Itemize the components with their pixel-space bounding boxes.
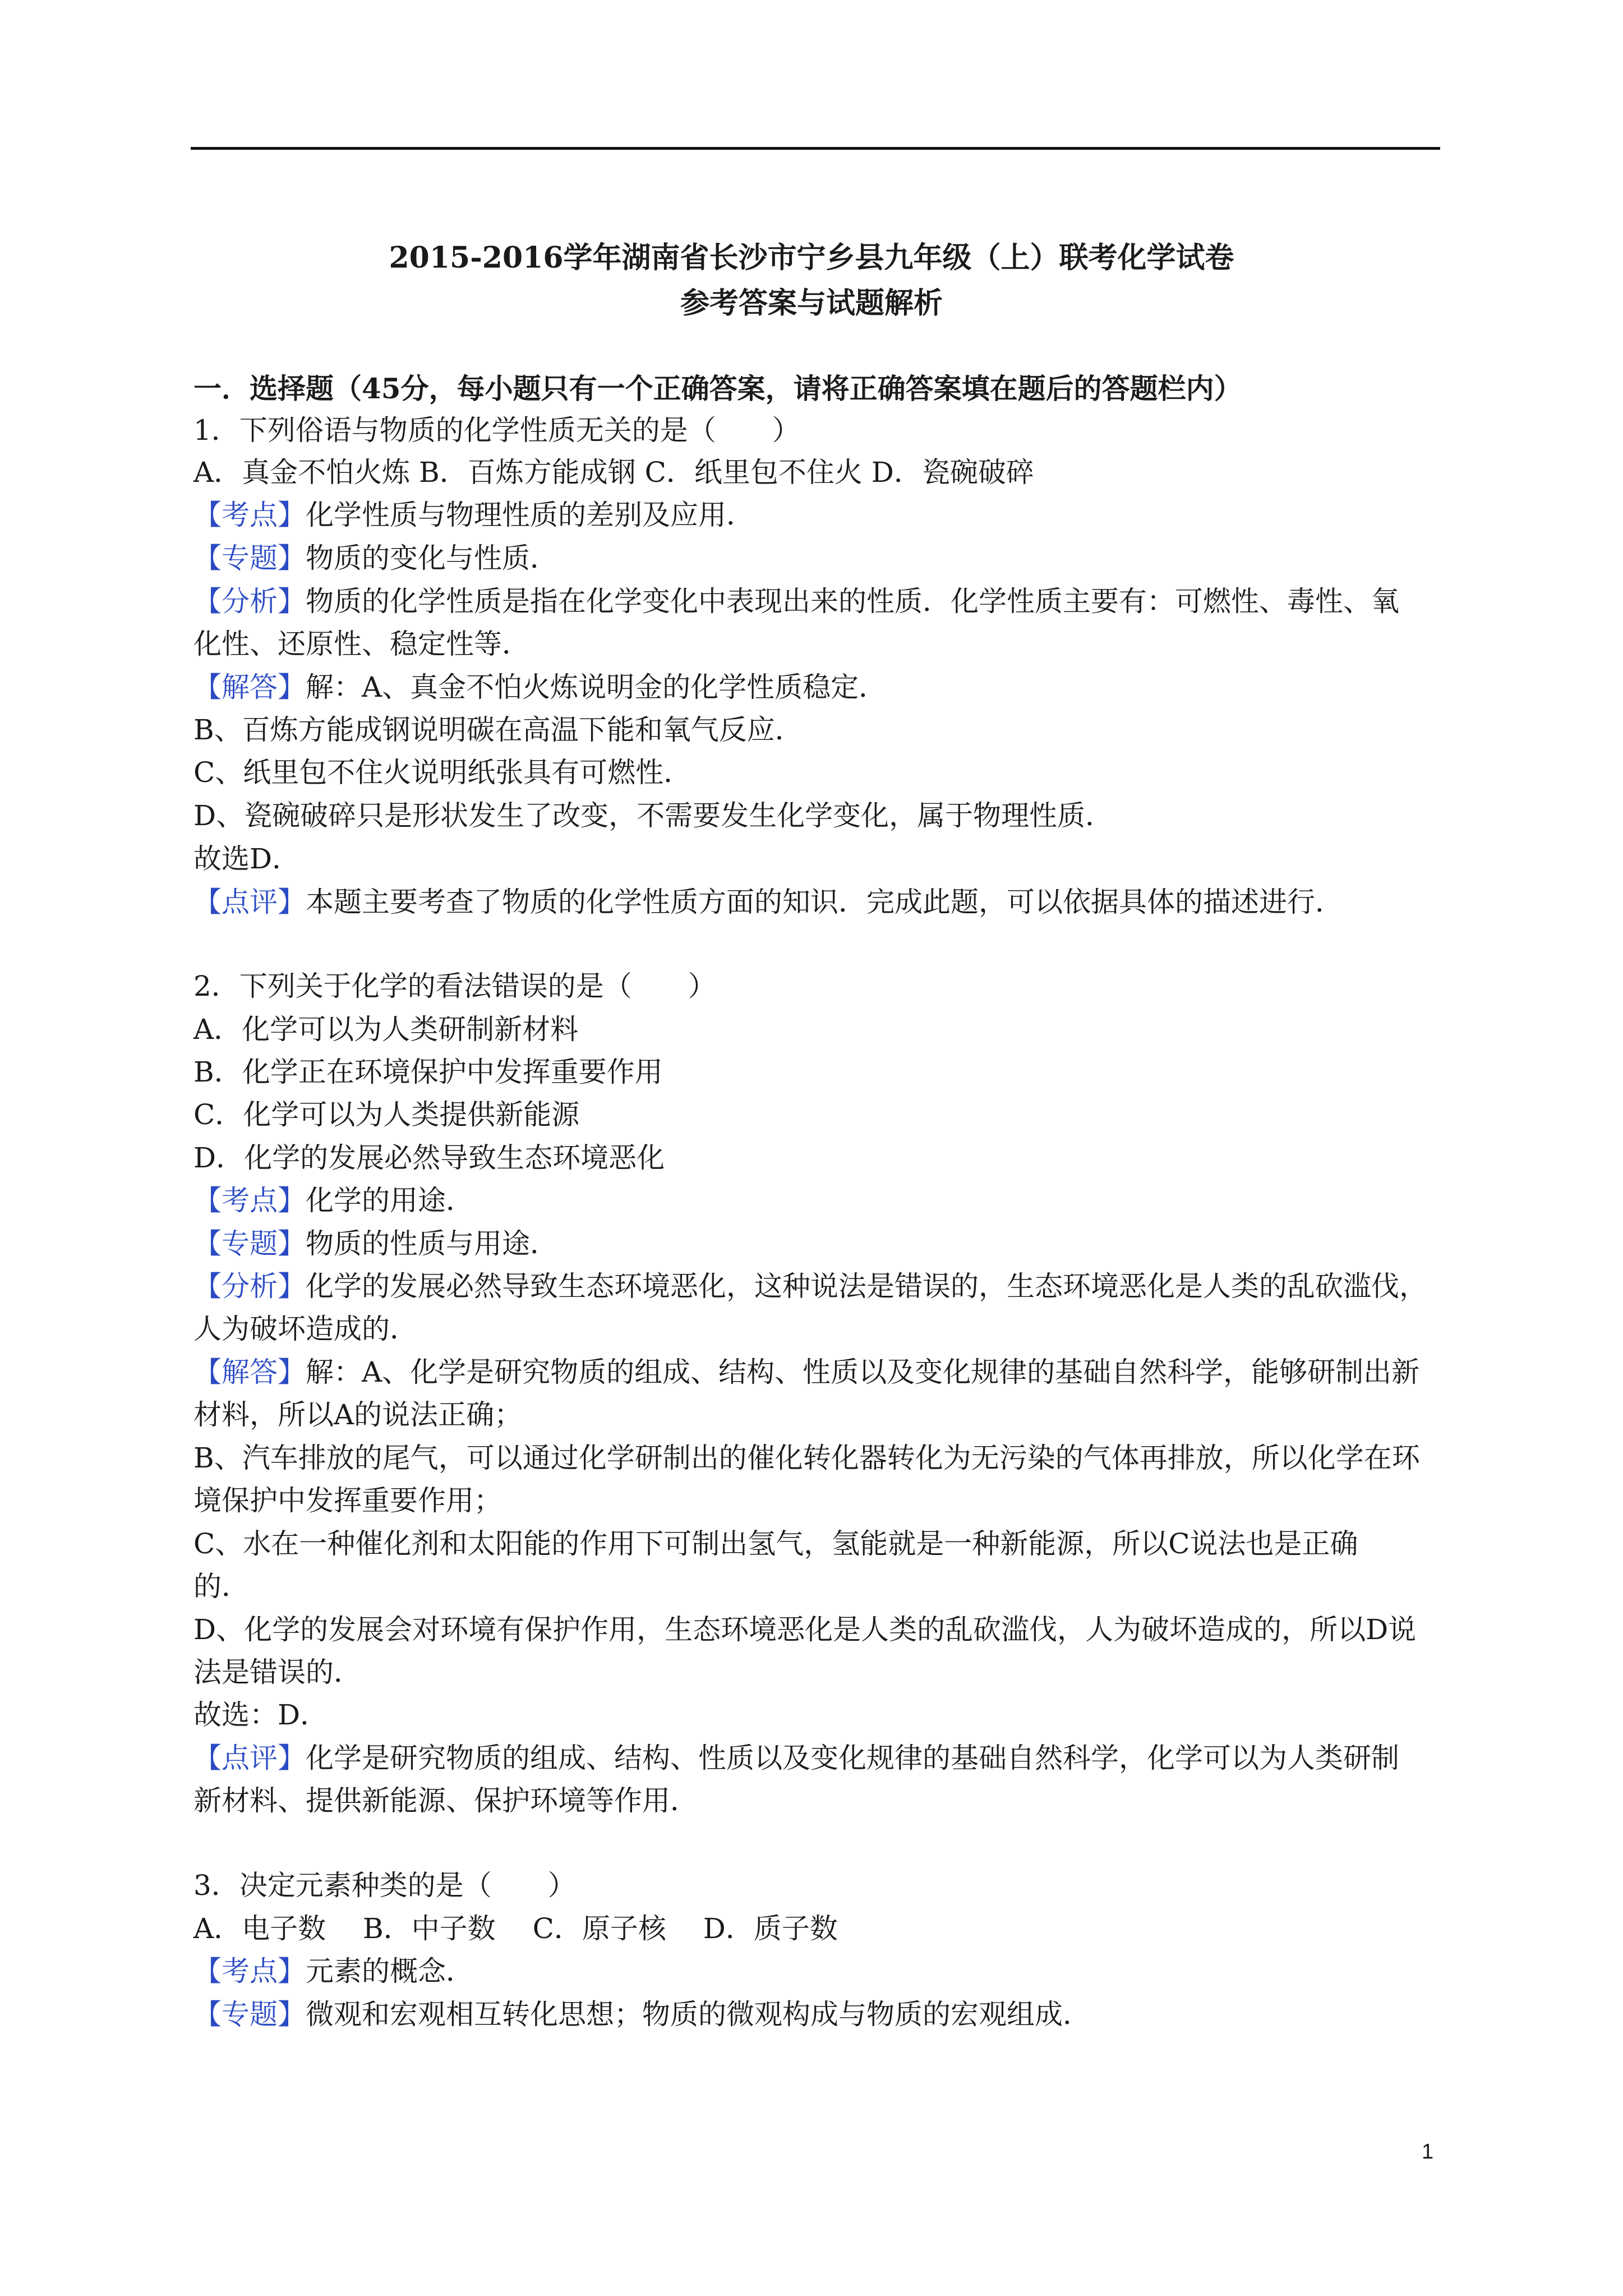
q1-fenxi — [193, 582, 1399, 621]
tag-kaodian: 【考点】 — [193, 1184, 306, 1217]
tag-kaodian: 【考点】 — [193, 499, 306, 531]
q1-options: A．真金不怕火炼 B．百炼方能成钢 C．纸里包不住火 D．瓷碗破碎 — [193, 456, 1034, 489]
document-subtitle: 参考答案与试题解析 — [680, 286, 943, 320]
q2-answer: 故选：D． — [193, 1699, 329, 1731]
document-title: 2015-2016学年湖南省长沙市宁乡县九年级（上）联考化学试卷 — [389, 241, 1234, 275]
q3-zhuanti-text: 微观和宏观相互转化思想；物质的微观构成与物质的宏观组成． — [306, 1998, 1091, 2031]
q2-jieda-c: C、水在一种催化剂和太阳能的作用下可制出氢气，氢能就是一种新能源，所以C说法也是正确 — [193, 1527, 1358, 1560]
q2-jieda-b: B、汽车排放的尾气，可以通过化学研制出的催化转化器转化为无污染的气体再排放，所以化学在环 — [193, 1442, 1420, 1474]
q1-jieda-b: B、百炼方能成钢说明碳在高温下能和氧气反应． — [193, 714, 803, 746]
tag-jieda: 【解答】 — [193, 1356, 306, 1388]
section-heading: 一．选择题（45分，每小题只有一个正确答案，请将正确答案填在题后的答题栏内） — [193, 372, 1242, 405]
q1-kaodian-text: 化学性质与物理性质的差别及应用． — [306, 499, 754, 531]
q3-options: A．电子数 B．中子数 C．原子核 D．质子数 — [193, 1912, 838, 1945]
q2-jieda-b-cont: 境保护中发挥重要作用； — [193, 1484, 502, 1517]
q2-jieda — [193, 1352, 1419, 1392]
q2-jieda-a-cont: 材料，所以A的说法正确； — [193, 1398, 523, 1431]
q2-dianping-text: 化学是研究物质的组成、结构、性质以及变化规律的基础自然科学，化学可以为人类研制 — [306, 1742, 1399, 1774]
q2-dianping — [193, 1738, 1399, 1778]
q1-dianping — [193, 882, 1343, 922]
tag-dianping: 【点评】 — [193, 886, 306, 918]
tag-zhuanti: 【专题】 — [193, 542, 306, 574]
tag-zhuanti: 【专题】 — [193, 1998, 306, 2031]
q2-option-d: D．化学的发展必然导致生态环境恶化 — [193, 1142, 665, 1174]
q2-fenxi — [193, 1267, 1427, 1306]
q2-zhuanti — [193, 1224, 558, 1263]
tag-fenxi: 【分析】 — [193, 1270, 306, 1303]
q1-fenxi-cont: 化性、还原性、稳定性等． — [193, 628, 530, 660]
q2-jieda-d: D、化学的发展会对环境有保护作用，生态环境恶化是人类的乱砍滥伐，人为破坏造成的，所以D说 — [193, 1613, 1417, 1646]
q1-zhuanti-text: 物质的变化与性质． — [306, 542, 558, 574]
q2-option-a: A．化学可以为人类研制新材料 — [193, 1013, 579, 1046]
q1-jieda-c: C、纸里包不住火说明纸张具有可燃性． — [193, 756, 692, 789]
q1-zhuanti — [193, 539, 558, 578]
q1-answer: 故选D． — [193, 843, 301, 875]
q2-option-c: C．化学可以为人类提供新能源 — [193, 1098, 580, 1131]
q3-stem: 3．决定元素种类的是（ ） — [193, 1869, 576, 1902]
q2-kaodian-text: 化学的用途． — [306, 1184, 474, 1217]
q2-jieda-text: 解：A、化学是研究物质的组成、结构、性质以及变化规律的基础自然科学，能够研制出新 — [306, 1356, 1420, 1388]
tag-jieda: 【解答】 — [193, 671, 306, 703]
q1-stem: 1．下列俗语与物质的化学性质无关的是（ ） — [193, 414, 800, 447]
q2-dianping-cont: 新材料、提供新能源、保护环境等作用． — [193, 1784, 698, 1817]
q1-fenxi-text: 物质的化学性质是指在化学变化中表现出来的性质．化学性质主要有：可燃性、毒性、氧 — [306, 585, 1399, 618]
q3-kaodian — [193, 1952, 474, 1991]
q2-stem: 2．下列关于化学的看法错误的是（ ） — [193, 970, 716, 1002]
tag-fenxi: 【分析】 — [193, 585, 306, 618]
q1-jieda-d: D、瓷碗破碎只是形状发生了改变，不需要发生化学变化，属于物理性质． — [193, 799, 1114, 832]
q2-zhuanti-text: 物质的性质与用途． — [306, 1227, 558, 1260]
q2-jieda-c-cont: 的． — [193, 1570, 250, 1603]
q1-dianping-text: 本题主要考查了物质的化学性质方面的知识．完成此题，可以依据具体的描述进行． — [306, 886, 1343, 918]
q1-jieda — [193, 668, 887, 707]
tag-kaodian: 【考点】 — [193, 1955, 306, 1987]
q2-option-b: B．化学正在环境保护中发挥重要作用 — [193, 1056, 663, 1088]
tag-zhuanti: 【专题】 — [193, 1227, 306, 1260]
q3-zhuanti — [193, 1995, 1091, 2034]
q3-kaodian-text: 元素的概念． — [306, 1955, 474, 1987]
q2-fenxi-text: 化学的发展必然导致生态环境恶化，这种说法是错误的，生态环境恶化是人类的乱砍滥伐， — [306, 1270, 1427, 1303]
q2-fenxi-cont: 人为破坏造成的． — [193, 1313, 418, 1345]
header-rule — [191, 147, 1440, 150]
q2-kaodian — [193, 1181, 474, 1220]
q1-jieda-text: 解：A、真金不怕火炼说明金的化学性质稳定． — [306, 671, 887, 703]
tag-dianping: 【点评】 — [193, 1742, 306, 1774]
page-number: 1 — [1422, 2140, 1434, 2164]
q2-jieda-d-cont: 法是错误的． — [193, 1656, 362, 1688]
q1-kaodian — [193, 495, 754, 535]
